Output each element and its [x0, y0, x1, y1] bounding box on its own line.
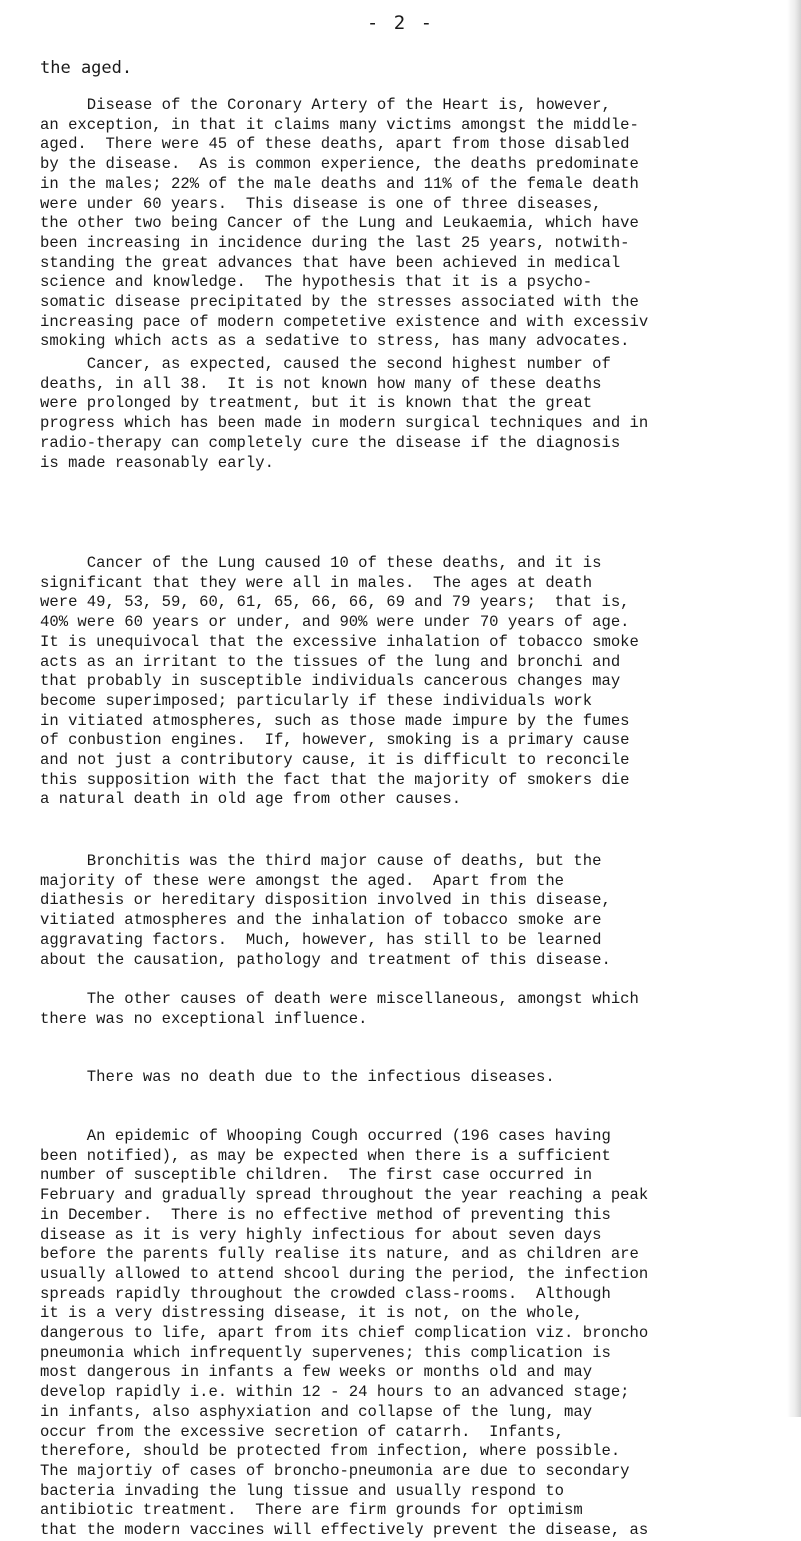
text-line: a natural death in old age from other causes. [40, 790, 462, 809]
text-line: deaths, in all 38. It is not known how many of these deaths [40, 374, 602, 393]
text-line: standing the great advances that have been achieved in medical [40, 253, 621, 272]
text-line: aged. There were 45 of these deaths, apart from those disabled [40, 135, 630, 154]
text-line: in vitiated atmospheres, such as those made impure by the fumes [40, 711, 630, 730]
text-line: develop rapidly i.e. within 12 - 24 hours to an advanced stage; [40, 1383, 630, 1402]
text-line: Cancer, as expected, caused the second highest number of [40, 355, 611, 373]
text-line: pneumonia which infrequently supervenes; this complication is [40, 1343, 611, 1362]
text-line: been increasing in incidence during the last 25 years, notwith- [40, 233, 630, 252]
text-line: antibiotic treatment. There are firm grounds for optimism [40, 1501, 583, 1520]
paragraph-other-causes [40, 990, 760, 1029]
text-line: Bronchitis was the third major cause of deaths, but the [40, 852, 602, 870]
text-line: February and gradually spread throughout the year reaching a peak [40, 1186, 649, 1205]
text-line: The other causes of death were miscellaneous, amongst which [40, 990, 639, 1008]
text-line: most dangerous in infants a few weeks or months old and may [40, 1363, 593, 1382]
text-line: There was no death due to the infectious diseases. [40, 1068, 555, 1086]
text-line: science and knowledge. The hypothesis that it is a psycho- [40, 273, 593, 292]
paragraph-whooping-cough [40, 1127, 760, 1541]
text-line: the other two being Cancer of the Lung and Leukaemia, which have [40, 214, 639, 233]
text-line: dangerous to life, apart from its chief complication viz. broncho [40, 1324, 649, 1343]
text-line: diathesis or hereditary disposition involved in this disease, [40, 891, 611, 910]
text-line: spreads rapidly throughout the crowded class-rooms. Although [40, 1284, 611, 1303]
page-edge-shadow [787, 0, 801, 1417]
text-line: 40% were 60 years or under, and 90% were under 70 years of age. [40, 613, 630, 632]
text-line: somatic disease precipitated by the stresses associated with the [40, 293, 639, 312]
text-line: vitiated atmospheres and the inhalation of tobacco smoke are [40, 911, 602, 930]
text-line: there was no exceptional influence. [40, 1009, 368, 1028]
text-line: number of susceptible children. The first case occurred in [40, 1166, 593, 1185]
text-line: about the causation, pathology and treatment of this disease. [40, 950, 611, 969]
text-line: significant that they were all in males. The ages at death [40, 573, 593, 592]
text-line: An epidemic of Whooping Cough occurred (196 cases having [40, 1127, 611, 1145]
text-line: become superimposed; particularly if these individuals work [40, 691, 593, 710]
paragraph-bronchitis [40, 852, 760, 970]
text-line: before the parents fully realise its nature, and as children are [40, 1245, 639, 1264]
text-line: an exception, in that it claims many victims amongst the middle- [40, 115, 639, 134]
text-line: been notified), as may be expected when there is a sufficient [40, 1146, 611, 1165]
text-line: that probably in susceptible individuals cancerous changes may [40, 672, 621, 691]
lead-in-text: the aged. [40, 58, 133, 78]
text-line: were under 60 years. This disease is one of three diseases, [40, 194, 602, 213]
text-line: The majortiy of cases of broncho-pneumonia are due to secondary [40, 1461, 630, 1480]
text-line: majority of these were amongst the aged. Apart from the [40, 871, 565, 890]
text-line: in the males; 22% of the male deaths and 11% of the female death [40, 174, 639, 193]
text-line: radio-therapy can completely cure the disease if the diagnosis [40, 433, 621, 452]
paragraph-infectious-diseases [40, 1068, 760, 1088]
text-line: aggravating factors. Much, however, has still to be learned [40, 930, 602, 949]
text-line: disease as it is very highly infectious for about seven days [40, 1225, 602, 1244]
text-line: bacteria invading the lung tissue and usually respond to [40, 1481, 565, 1500]
text-line: is made reasonably early. [40, 453, 274, 472]
paragraph-lung-cancer [40, 554, 760, 810]
text-line: It is unequivocal that the excessive inhalation of tobacco smoke [40, 632, 639, 651]
page-number: - 2 - [366, 12, 435, 34]
text-line: in infants, also asphyxiation and collapse of the lung, may [40, 1402, 593, 1421]
text-line: acts as an irritant to the tissues of the lung and bronchi and [40, 652, 621, 671]
text-line: therefore, should be protected from infection, where possible. [40, 1442, 621, 1461]
text-line: in December. There is no effective method of preventing this [40, 1205, 611, 1224]
text-line: by the disease. As is common experience, the deaths predominate [40, 155, 639, 174]
text-line: and not just a contributory cause, it is difficult to reconcile [40, 751, 630, 770]
text-line: Disease of the Coronary Artery of the Heart is, however, [40, 96, 611, 114]
text-line: this supposition with the fact that the majority of smokers die [40, 770, 630, 789]
text-line: progress which has been made in modern surgical techniques and in [40, 414, 649, 433]
text-line: were prolonged by treatment, but it is known that the great [40, 394, 593, 413]
text-line: were 49, 53, 59, 60, 61, 65, 66, 66, 69 and 79 years; that is, [40, 593, 630, 612]
text-line: it is a very distressing disease, it is not, on the whole, [40, 1304, 583, 1323]
text-line: usually allowed to attend shcool during the period, the infection [40, 1264, 649, 1283]
text-line: occur from the excessive secretion of catarrh. Infants, [40, 1422, 565, 1441]
text-line: smoking which acts as a sedative to stress, has many advocates. [40, 332, 630, 351]
paragraph-cancer [40, 355, 760, 473]
text-line: of conbustion engines. If, however, smoking is a primary cause [40, 731, 630, 750]
paragraph-coronary-disease [40, 96, 760, 352]
text-line: that the modern vaccines will effectively prevent the disease, as [40, 1521, 649, 1540]
text-line: Cancer of the Lung caused 10 of these deaths, and it is [40, 554, 602, 572]
text-line: increasing pace of modern competetive existence and with excessiv [40, 312, 649, 331]
